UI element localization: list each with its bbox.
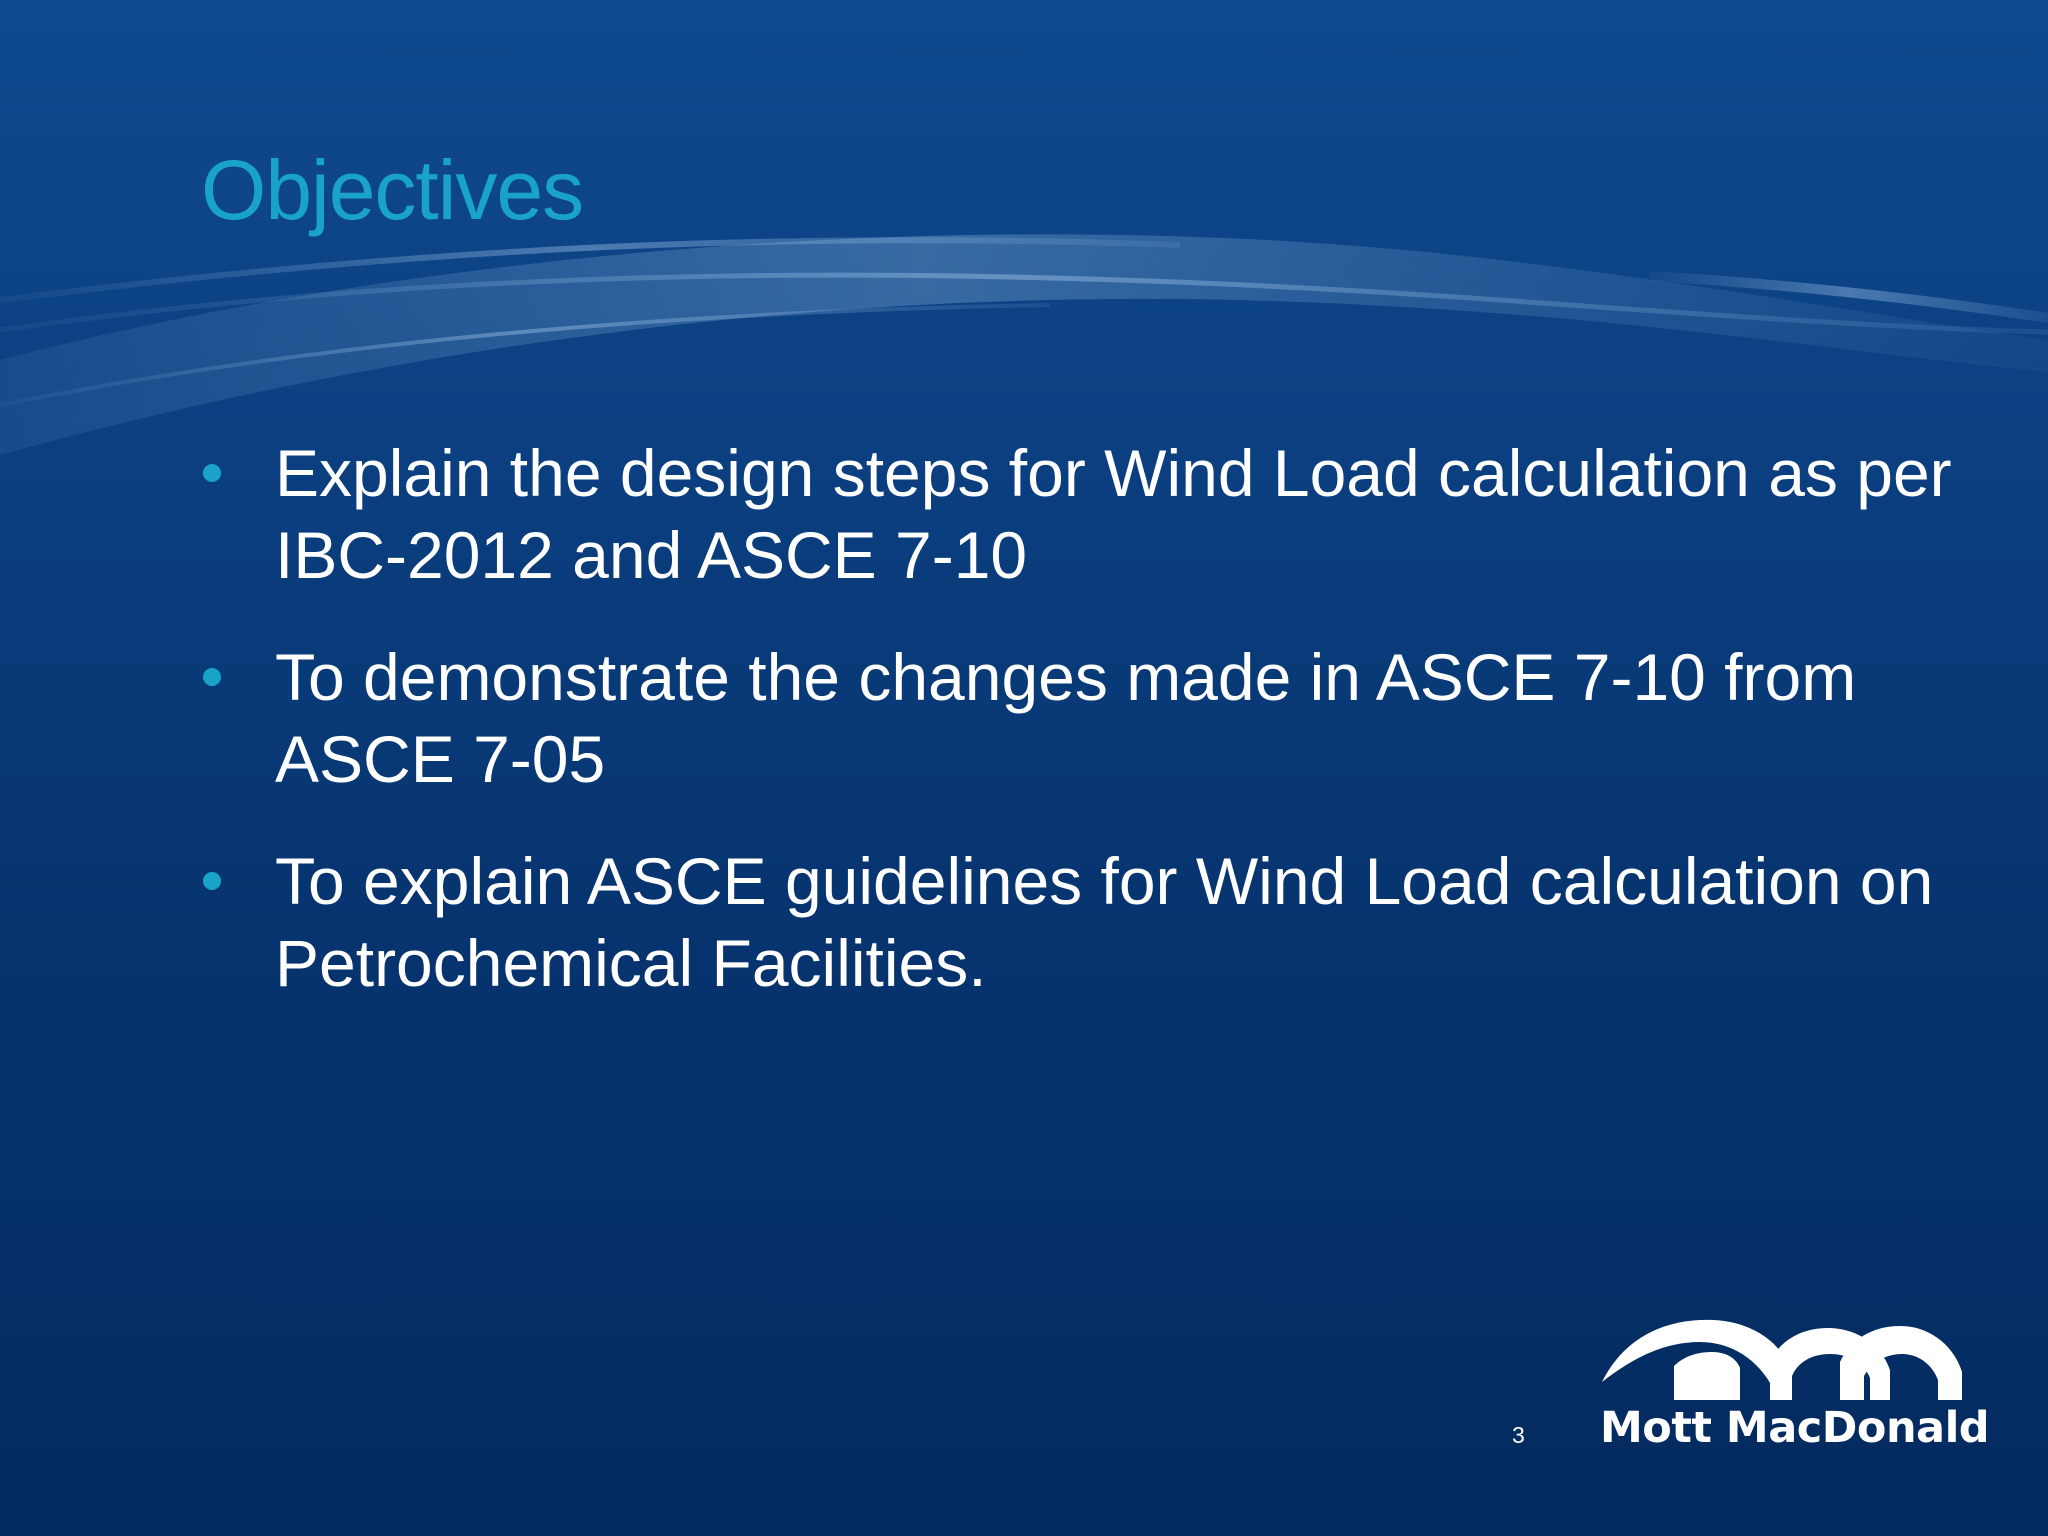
- bullet-item: [200, 636, 1960, 800]
- bullet-item: [200, 432, 1960, 596]
- slide-title: Objectives: [201, 143, 584, 237]
- bullet-dot-icon: [203, 464, 221, 482]
- bullet-text: To explain ASCE guidelines for Wind Load calculation on Petrochemical Facilities.: [275, 844, 1934, 1000]
- logo-text: Mott MacDonald: [1600, 1403, 1990, 1453]
- arches-icon: [1602, 1318, 1968, 1400]
- bullet-item: [200, 840, 1960, 1004]
- bullet-dot-icon: [203, 872, 221, 890]
- company-logo: [1598, 1318, 1990, 1453]
- bullet-dot-icon: [203, 668, 221, 686]
- page-number: 3: [1512, 1422, 1525, 1448]
- bullet-text: Explain the design steps for Wind Load calculation as per IBC-2012 and ASCE 7-10: [275, 436, 1952, 592]
- bullet-list: [200, 432, 1960, 1044]
- bullet-text: To demonstrate the changes made in ASCE 7-10 from ASCE 7-05: [275, 640, 1857, 796]
